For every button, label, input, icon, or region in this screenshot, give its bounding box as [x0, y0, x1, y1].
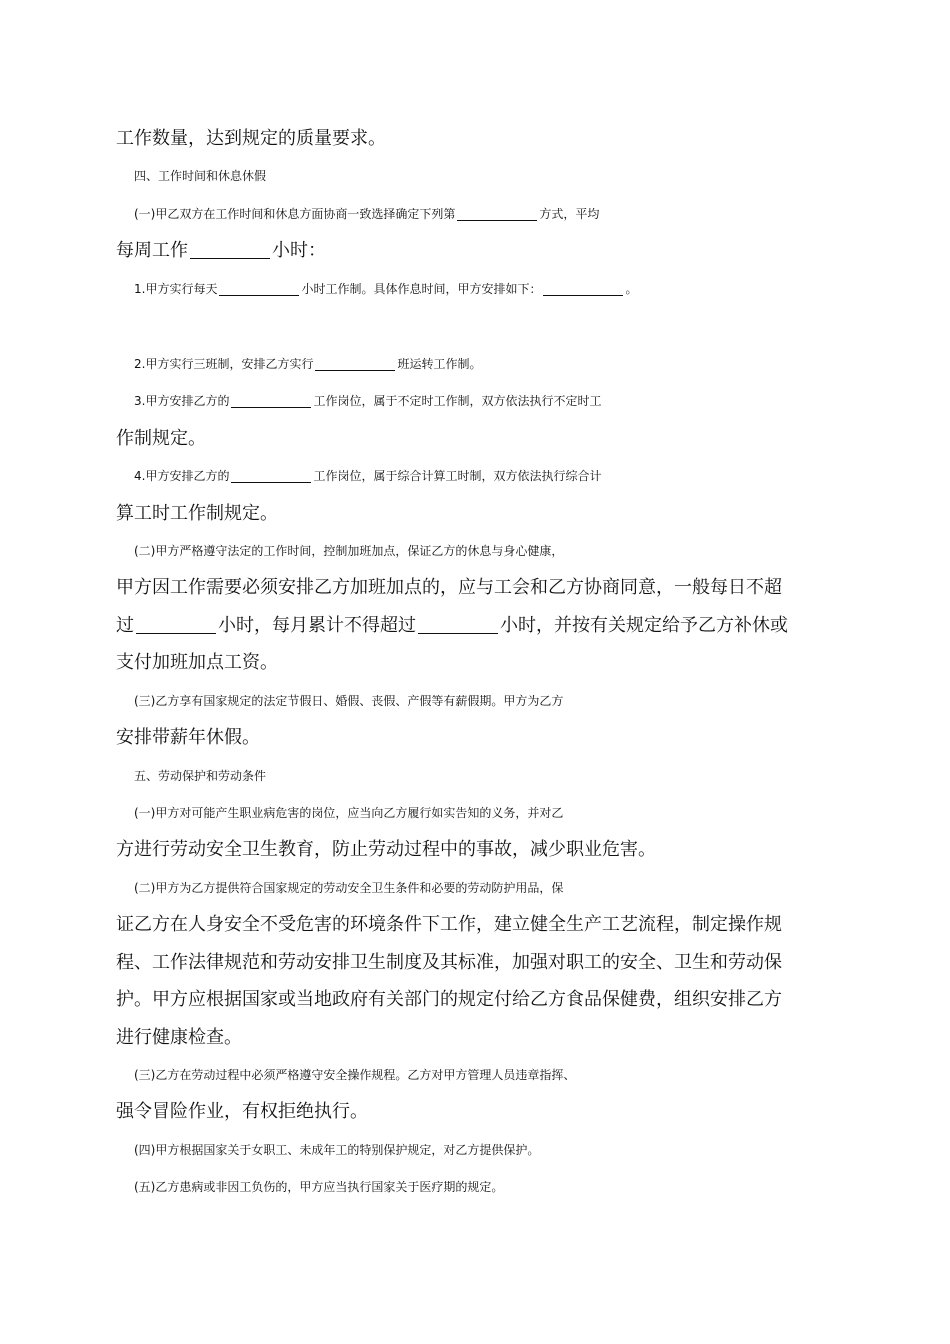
item-4-line-2: 算工时工作制规定。 [116, 503, 278, 524]
paragraph-4-2-line-1: (二)甲方严格遵守法定的工作时间，控制加班加点，保证乙方的休息与身心健康， [134, 544, 564, 558]
item-4-line-1 [134, 463, 854, 489]
text-segment: 小时，每月累计不得超过 [218, 615, 416, 636]
item-2-line [134, 351, 854, 377]
paragraph-5-1-line-2: 方进行劳动安全卫生教育，防止劳动过程中的事故，减少职业危害。 [116, 839, 656, 860]
paragraph-5-2-line-1: (二)甲方为乙方提供符合国家规定的劳动安全卫生条件和必要的劳动防护用品，保 [134, 881, 564, 895]
text-segment: 1.甲方实行每天 [134, 282, 218, 296]
text-segment: 每周工作 [116, 240, 188, 261]
text-segment: 方式，平均 [539, 207, 600, 221]
fill-blank [231, 389, 311, 408]
text-line: 工作数量，达到规定的质量要求。 [116, 128, 386, 149]
item-3-line-1 [134, 388, 854, 414]
section-heading-5: 五、劳动保护和劳动条件 [134, 769, 267, 783]
paragraph-5-1-line-1: (一)甲方对可能产生职业病危害的岗位，应当向乙方履行如实告知的义务，并对乙 [134, 806, 564, 820]
paragraph-5-2-line-2: 证乙方在人身安全不受危害的环境条件下工作，建立健全生产工艺流程，制定操作规 [116, 914, 782, 935]
fill-blank [219, 277, 299, 296]
item-1-line [134, 276, 854, 302]
paragraph-4-1-line-2 [116, 238, 836, 264]
paragraph-4-2-line-4: 支付加班加点工资。 [116, 652, 278, 673]
paragraph-4-3-line-1: (三)乙方享有国家规定的法定节假日、婚假、丧假、产假等有薪假期。甲方为乙方 [134, 694, 564, 708]
text-segment: 工作岗位，属于综合计算工时制，双方依法执行综合计 [313, 469, 602, 483]
paragraph-4-3-line-2: 安排带薪年休假。 [116, 727, 260, 748]
fill-blank [136, 615, 216, 634]
paragraph-5-5: (五)乙方患病或非因工负伤的，甲方应当执行国家关于医疗期的规定。 [134, 1180, 504, 1194]
text-segment: 工作岗位，属于不定时工作制，双方依法执行不定时工 [313, 394, 602, 408]
paragraph-4-2-line-3 [116, 613, 836, 639]
item-3-line-2: 作制规定。 [116, 428, 206, 449]
paragraph-5-2-line-3: 程、工作法律规范和劳动安排卫生制度及其标准，加强对职工的安全、卫生和劳动保 [116, 952, 782, 973]
text-segment: 。 [625, 282, 638, 296]
text-segment: 小时，并按有关规定给予乙方补休或 [500, 615, 788, 636]
paragraph-5-3-line-2: 强令冒险作业，有权拒绝执行。 [116, 1101, 368, 1122]
paragraph-5-3-line-1: (三)乙方在劳动过程中必须严格遵守安全操作规程。乙方对甲方管理人员违章指挥、 [134, 1068, 576, 1082]
paragraph-4-2-line-2: 甲方因工作需要必须安排乙方加班加点的，应与工会和乙方协商同意，一般每日不超 [116, 577, 782, 598]
text-segment: (一)甲乙双方在工作时间和休息方面协商一致选择确定下列第 [134, 207, 456, 221]
text-segment: 4.甲方安排乙方的 [134, 469, 230, 483]
text-segment: 小时工作制。具体作息时间，甲方安排如下： [301, 282, 542, 296]
paragraph-5-2-line-4: 护。甲方应根据国家或当地政府有关部门的规定付给乙方食品保健费，组织安排乙方 [116, 989, 782, 1010]
fill-blank [315, 352, 395, 371]
text-segment: 2.甲方实行三班制，安排乙方实行 [134, 357, 314, 371]
fill-blank [231, 464, 311, 483]
paragraph-4-1-line-1 [134, 201, 854, 227]
fill-blank [190, 240, 270, 259]
fill-blank [543, 277, 623, 296]
text-segment: 班运转工作制。 [397, 357, 482, 371]
text-segment: 小时： [272, 240, 326, 261]
section-heading-4: 四、工作时间和休息休假 [134, 169, 267, 183]
text-segment: 过 [116, 615, 134, 636]
fill-blank [418, 615, 498, 634]
paragraph-5-2-line-5: 进行健康检查。 [116, 1027, 242, 1048]
fill-blank [457, 202, 537, 221]
text-segment: 3.甲方安排乙方的 [134, 394, 230, 408]
paragraph-5-4: (四)甲方根据国家关于女职工、未成年工的特别保护规定，对乙方提供保护。 [134, 1143, 540, 1157]
